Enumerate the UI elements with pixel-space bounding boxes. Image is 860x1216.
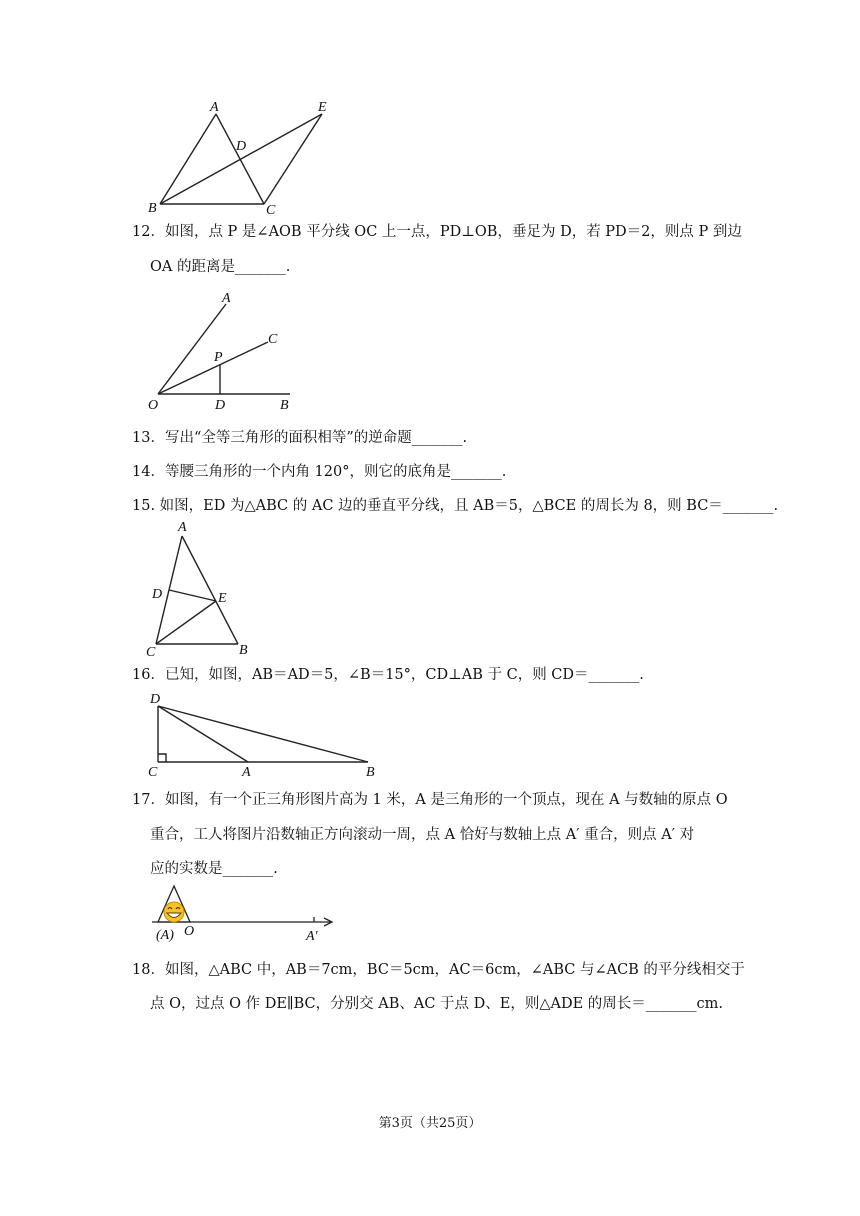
label-a: A — [210, 100, 219, 115]
label-e: E — [318, 100, 327, 115]
label-d: D — [215, 398, 226, 413]
label-p: P — [214, 350, 223, 365]
segment-be — [160, 114, 322, 204]
segment-ab — [160, 114, 216, 204]
label-a-prime: A′ — [306, 929, 318, 944]
label-b: B — [280, 398, 289, 413]
label-o: O — [148, 398, 159, 413]
segment-db — [158, 706, 368, 762]
figure-11-svg — [140, 98, 340, 218]
figure-16-svg — [144, 690, 394, 782]
ray-oa — [158, 304, 226, 394]
label-a: A — [222, 291, 231, 306]
right-angle-mark — [158, 754, 166, 762]
question-18-line-2: 点 O，过点 O 作 DE∥BC，分别交 AB、AC 于点 D、E，则△ADE 的周长＝_______cm. — [150, 996, 724, 1012]
label-o: O — [184, 924, 195, 939]
label-d: D — [150, 692, 161, 707]
segment-da — [158, 706, 248, 762]
figure-number-line-triangle — [146, 880, 346, 950]
label-a: A — [178, 520, 187, 535]
label-c: C — [146, 645, 156, 660]
question-17-line-3: 应的实数是_______. — [150, 861, 278, 877]
figure-15-svg — [144, 518, 264, 658]
smiley-emoji-icon — [164, 902, 184, 922]
figure-triangle-abc-perpendicular-bisector — [144, 518, 264, 662]
ray-oc — [158, 342, 268, 394]
label-a-origin: (A) — [156, 928, 174, 943]
page-footer: 第3页（共25页） — [378, 1116, 482, 1131]
question-16: 16．已知，如图，AB＝AD＝5，∠B＝15°，CD⊥AB 于 C，则 CD＝_______. — [132, 667, 644, 683]
question-17-line-1: 17．如图，有一个正三角形图片高为 1 米，A 是三角形的一个顶点，现在 A 与数轴的原点 O — [132, 792, 728, 808]
label-b: B — [148, 201, 157, 216]
label-e: E — [218, 591, 227, 606]
figure-17-svg — [146, 880, 346, 946]
question-12-line-2: OA 的距离是_______. — [150, 259, 291, 275]
segment-ab — [182, 536, 238, 644]
figure-angle-aob — [140, 288, 310, 417]
segment-de — [169, 590, 216, 601]
label-d: D — [152, 587, 163, 602]
question-13: 13．写出“全等三角形的面积相等”的逆命题_______. — [132, 430, 468, 446]
label-b: B — [239, 643, 248, 658]
question-12-line-1: 12．如图，点 P 是∠AOB 平分线 OC 上一点，PD⊥OB，垂足为 D，若 PD＝2，则点 P 到边 — [132, 224, 742, 240]
question-17-line-2: 重合，工人将图片沿数轴正方向滚动一周，点 A 恰好与数轴上点 A′ 重合，则点 A′ 对 — [150, 827, 695, 843]
question-18-line-1: 18．如图，△ABC 中，AB＝7cm，BC＝5cm，AC＝6cm，∠ABC 与∠ACB 的平分线相交于 — [132, 962, 745, 978]
label-d: D — [236, 139, 247, 154]
question-15: 15. 如图，ED 为△ABC 的 AC 边的垂直平分线，且 AB＝5，△BCE 的周长为 8，则 BC＝_______. — [132, 498, 779, 514]
label-c: C — [148, 765, 158, 780]
label-b: B — [366, 765, 375, 780]
figure-12-svg — [140, 288, 310, 413]
question-14: 14．等腰三角形的一个内角 120°，则它的底角是_______. — [132, 464, 507, 480]
segment-ec — [264, 114, 322, 204]
figure-triangle-abc-e — [140, 98, 340, 222]
label-c: C — [266, 203, 276, 218]
label-a: A — [242, 765, 251, 780]
figure-right-triangle-dcb — [144, 690, 394, 786]
label-c: C — [268, 332, 278, 347]
